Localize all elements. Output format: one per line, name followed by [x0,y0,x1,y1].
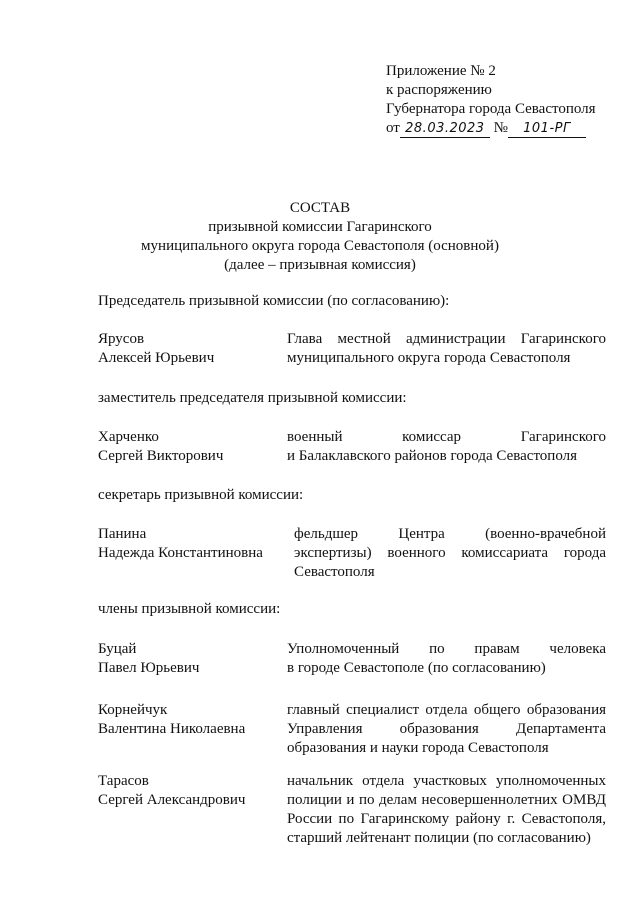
role-line: начальник отдела участковых уполномоченных [287,773,606,789]
role-line: фельдшер Центра (военно-врачебной [294,526,606,542]
role-line: военный комиссар Гагаринского [287,429,606,445]
surname: Корнейчук [98,702,168,718]
title-line-2: муниципального округа города Севастополя (основной) [141,238,499,254]
surname: Тарасов [98,773,149,789]
first-patronymic: Валентина Николаевна [98,721,246,737]
surname: Панина [98,526,147,542]
title-line-1: призывной комиссии Гагаринского [208,219,432,235]
person-butsai-name [98,640,278,678]
role-line: образования и науки города Севастополя [287,740,549,756]
document-title: СОСТАВ [289,200,351,216]
first-patronymic: Алексей Юрьевич [98,350,215,366]
appendix-number: Приложение № 2 [386,63,496,79]
first-patronymic: Надежда Константиновна [98,545,263,561]
role-line: Севастополя [294,564,375,580]
appendix-header [386,62,626,138]
person-tarasov-name [98,772,278,810]
person-kharchenko-role [287,428,606,466]
person-yarusov-name [98,330,278,368]
title-line-3: (далее – призывная комиссия) [224,257,416,273]
person-panina-role [294,525,606,582]
appendix-line-order: к распоряжению [386,82,492,98]
person-butsai-role [287,640,606,678]
role-line: и Балаклавского районов города Севастополя [287,448,578,464]
role-line: муниципального округа города Севастополя [287,350,571,366]
surname: Харченко [98,429,159,445]
role-line: полиции и по делам несовершеннолетних ОМВД [287,792,606,808]
appendix-line-governor: Губернатора города Севастополя [386,101,596,117]
handwritten-date: 28.03.2023 [400,121,490,138]
person-korneychuk-role [287,701,606,758]
section-chairman: Председатель призывной комиссии (по согласованию): [98,293,450,309]
role-line: в городе Севастополе (по согласованию) [287,660,546,676]
section-deputy: заместитель председателя призывной комиссии: [98,390,407,406]
first-patronymic: Павел Юрьевич [98,660,200,676]
role-line: России по Гагаринскому району г. Севастополя, [287,811,606,827]
handwritten-number: 101-РГ [508,121,586,138]
person-korneychuk-name [98,701,278,739]
section-members: члены призывной комиссии: [98,601,281,617]
surname: Буцай [98,641,137,657]
role-line: главный специалист отдела общего образования [287,702,606,718]
first-patronymic: Сергей Александрович [98,792,246,808]
person-tarasov-role [287,772,606,848]
section-secretary: секретарь призывной комиссии: [98,487,304,503]
appendix-date-line [386,119,626,138]
role-line: Глава местной администрации Гагаринского [287,331,606,347]
date-prefix: от [386,120,400,136]
surname: Ярусов [98,331,145,347]
role-line: Управления образования Департамента [287,721,606,737]
role-line: Уполномоченный по правам человека [287,641,606,657]
document-title-block [0,199,640,275]
first-patronymic: Сергей Викторович [98,448,224,464]
person-panina-name [98,525,278,563]
role-line: старший лейтенант полиции (по согласованию) [287,830,591,846]
person-kharchenko-name [98,428,278,466]
role-line: экспертизы) военного комиссариата города [294,545,606,561]
number-prefix: № [493,120,508,136]
person-yarusov-role [287,330,606,368]
